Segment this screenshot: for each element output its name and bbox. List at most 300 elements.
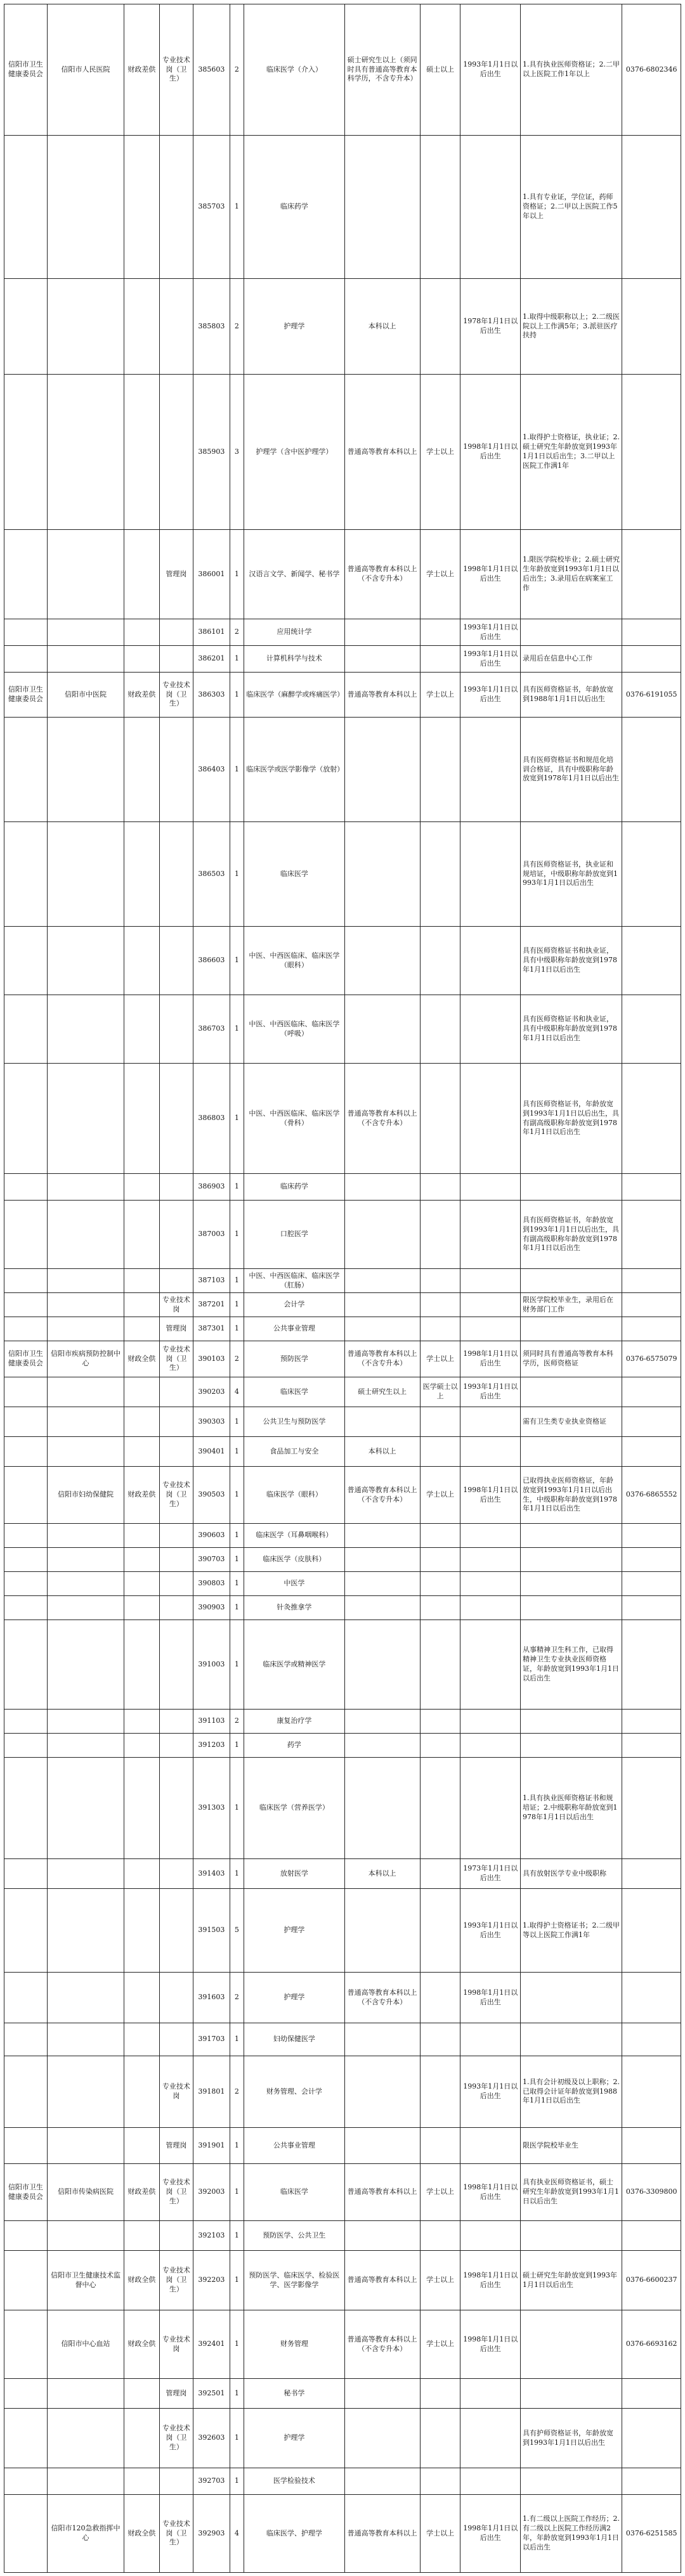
cell-degree [420,1293,460,1317]
cell-post-code: 391003 [193,1620,230,1710]
table-row [4,1269,681,1293]
table-row [4,673,681,718]
cell-count: 1 [230,822,244,927]
cell-post-type [159,1734,193,1758]
cell-degree [420,1758,460,1859]
cell-count: 2 [230,1710,244,1734]
cell-unit [47,1201,124,1269]
cell-other-conditions [521,619,622,646]
cell-age [460,718,521,822]
cell-post-type: 专业技术岗（卫生） [159,2409,193,2468]
cell-other-conditions: 录用后在信息中心工作 [521,646,622,673]
cell-unit: 信阳市120急救指挥中心 [47,2495,124,2573]
cell-other-conditions [521,2023,622,2056]
cell-phone [622,375,681,530]
cell-count: 1 [230,1572,244,1596]
cell-phone: 0376-6251585 [622,2495,681,2573]
cell-major: 临床医学或精神医学 [244,1620,344,1710]
cell-dept [4,2310,48,2379]
cell-major: 护理学 [244,2409,344,2468]
cell-dept [4,2056,48,2128]
cell-dept [4,2468,48,2495]
cell-dept [4,1758,48,1859]
cell-major: 医学检验技术 [244,2468,344,2495]
cell-age: 1998年1月1日以后出生 [460,375,521,530]
cell-post-type [159,1548,193,1572]
cell-major: 临床医学（皮肤科） [244,1548,344,1572]
cell-major: 药学 [244,1734,344,1758]
cell-other-conditions [521,2468,622,2495]
cell-dept [4,718,48,822]
cell-major: 临床医学、护理学 [244,2495,344,2573]
cell-major: 财务管理 [244,2310,344,2379]
cell-funding [124,2468,160,2495]
cell-dept [4,1377,48,1407]
cell-funding [124,1524,160,1548]
cell-post-type [159,1174,193,1201]
cell-count: 1 [230,1859,244,1889]
cell-funding [124,1064,160,1174]
cell-major: 口腔医学 [244,1201,344,1269]
cell-education [344,1889,420,1973]
cell-count: 1 [230,2310,244,2379]
cell-degree: 学士以上 [420,2164,460,2221]
cell-unit [47,1437,124,1467]
cell-funding [124,1548,160,1572]
cell-count: 1 [230,718,244,822]
cell-phone [622,1407,681,1437]
cell-education [344,2409,420,2468]
cell-major: 会计学 [244,1293,344,1317]
cell-education: 普通高等教育本科以上 [344,2164,420,2221]
cell-dept [4,1973,48,2023]
cell-other-conditions: 具有医师资格证书，年龄放宽到1993年1月1日以后出生，具有副高级职称年龄放宽到1978年1月1日以后出生 [521,1064,622,1174]
cell-other-conditions: 从事精神卫生科工作，已取得精神卫生专业执业医师资格证，年龄放宽到1993年1月1日以后出生 [521,1620,622,1710]
cell-major: 临床药学 [244,136,344,279]
cell-phone [622,1201,681,1269]
cell-age: 1993年1月1日以后出生 [460,2056,521,2128]
cell-count: 4 [230,2495,244,2573]
cell-education [344,136,420,279]
cell-dept [4,2379,48,2409]
cell-age [460,2023,521,2056]
cell-unit: 信阳市传染病医院 [47,2164,124,2221]
cell-degree [420,1201,460,1269]
cell-other-conditions: 需有卫生类专业执业资格证 [521,1407,622,1437]
cell-age: 1973年1月1日以后出生 [460,1859,521,1889]
cell-degree [420,279,460,375]
cell-post-code: 387103 [193,1269,230,1293]
cell-dept [4,2409,48,2468]
cell-post-type [159,2023,193,2056]
cell-post-type [159,136,193,279]
cell-major: 临床医学 [244,822,344,927]
cell-count: 1 [230,1317,244,1341]
cell-education [344,1758,420,1859]
cell-age [460,1758,521,1859]
cell-post-type [159,1524,193,1548]
cell-other-conditions [521,1710,622,1734]
cell-major: 公共事业管理 [244,2128,344,2164]
cell-count: 1 [230,646,244,673]
cell-unit [47,1710,124,1734]
cell-unit [47,2056,124,2128]
table-row [4,1407,681,1437]
cell-unit [47,2221,124,2251]
cell-major: 计算机科学与技术 [244,646,344,673]
cell-degree [420,2221,460,2251]
cell-education: 普通高等教育本科以上（不含专升本） [344,530,420,619]
cell-age [460,136,521,279]
cell-dept [4,2495,48,2573]
cell-education [344,1407,420,1437]
cell-degree [420,619,460,646]
cell-count: 1 [230,1596,244,1620]
cell-funding [124,1201,160,1269]
cell-unit [47,1317,124,1341]
cell-education [344,1524,420,1548]
cell-count: 4 [230,1377,244,1407]
cell-degree [420,1889,460,1973]
cell-education [344,1548,420,1572]
cell-post-code: 391203 [193,1734,230,1758]
cell-dept [4,2023,48,2056]
cell-other-conditions: 1.限医学院校毕业；2.硕士研究生年龄放宽到1993年1月1日以后出生；3.录用后在病案室工作 [521,530,622,619]
cell-age [460,1174,521,1201]
cell-phone: 0376-6802346 [622,4,681,136]
cell-phone [622,530,681,619]
cell-count: 2 [230,2056,244,2128]
cell-post-code: 390203 [193,1377,230,1407]
cell-post-code: 390803 [193,1572,230,1596]
cell-age [460,2128,521,2164]
cell-phone [622,2023,681,2056]
cell-count: 1 [230,1758,244,1859]
cell-age [460,822,521,927]
cell-degree [420,2128,460,2164]
cell-count: 1 [230,1548,244,1572]
recruitment-table [4,4,681,2573]
table-row [4,279,681,375]
cell-unit [47,1889,124,1973]
cell-phone [622,1710,681,1734]
cell-degree: 学士以上 [420,1467,460,1524]
cell-funding [124,1859,160,1889]
cell-dept [4,1407,48,1437]
cell-education: 普通高等教育本科以上（不含专升本） [344,1973,420,2023]
cell-phone [622,822,681,927]
cell-degree [420,1859,460,1889]
table-row [4,2128,681,2164]
table-row [4,2056,681,2128]
cell-count: 5 [230,1889,244,1973]
cell-age: 1998年1月1日以后出生 [460,530,521,619]
cell-post-code: 387201 [193,1293,230,1317]
cell-unit [47,1174,124,1201]
cell-post-code: 385903 [193,375,230,530]
cell-count: 1 [230,1734,244,1758]
cell-phone [622,1859,681,1889]
cell-funding: 财政差供 [124,1467,160,1524]
cell-unit: 信阳市妇幼保健院 [47,1467,124,1524]
cell-post-type [159,1407,193,1437]
table-row [4,1889,681,1973]
cell-age [460,927,521,995]
cell-funding [124,822,160,927]
cell-unit [47,1859,124,1889]
cell-funding [124,718,160,822]
cell-major: 临床药学 [244,1174,344,1201]
cell-count: 1 [230,1293,244,1317]
cell-degree [420,2379,460,2409]
cell-major: 妇幼保健医学 [244,2023,344,2056]
cell-count: 1 [230,136,244,279]
cell-post-code: 386803 [193,1064,230,1174]
table-row [4,718,681,822]
cell-age [460,1293,521,1317]
cell-phone [622,2468,681,2495]
cell-age: 1993年1月1日以后出生 [460,1889,521,1973]
cell-education [344,718,420,822]
cell-phone [622,1548,681,1572]
cell-dept [4,1437,48,1467]
cell-phone [622,1317,681,1341]
cell-degree: 学士以上 [420,1341,460,1377]
cell-age: 1998年1月1日以后出生 [460,2251,521,2310]
cell-degree [420,1710,460,1734]
cell-other-conditions: 硕士研究生年龄放宽到1993年1月1日以后出生 [521,2251,622,2310]
table-row [4,2164,681,2221]
cell-degree: 学士以上 [420,530,460,619]
cell-funding [124,1437,160,1467]
cell-phone [622,1620,681,1710]
cell-major: 针灸推拿学 [244,1596,344,1620]
cell-unit [47,1758,124,1859]
table-row [4,1064,681,1174]
cell-age [460,1201,521,1269]
cell-unit [47,619,124,646]
cell-dept [4,619,48,646]
cell-count: 1 [230,995,244,1064]
table-row [4,1710,681,1734]
cell-major: 食品加工与安全 [244,1437,344,1467]
cell-funding [124,1973,160,2023]
cell-unit: 信阳市中医院 [47,673,124,718]
cell-age [460,1572,521,1596]
cell-major: 放射医学 [244,1859,344,1889]
table-row [4,1437,681,1467]
cell-other-conditions: 限医学院校毕业生 [521,2128,622,2164]
cell-count: 1 [230,1064,244,1174]
cell-major: 护理学 [244,1973,344,2023]
cell-dept [4,822,48,927]
cell-post-code: 386703 [193,995,230,1064]
cell-major: 护理学 [244,1889,344,1973]
cell-post-code: 390401 [193,1437,230,1467]
cell-post-type [159,1859,193,1889]
cell-post-code: 390903 [193,1596,230,1620]
cell-degree [420,1596,460,1620]
cell-education [344,1572,420,1596]
cell-education: 普通高等教育本科以上（不含专升本） [344,1467,420,1524]
cell-major: 中医、中西医临床、临床医学（肛肠） [244,1269,344,1293]
cell-post-type: 专业技术岗（卫生） [159,4,193,136]
cell-age [460,2409,521,2468]
cell-post-type [159,1596,193,1620]
cell-degree: 学士以上 [420,673,460,718]
cell-count: 1 [230,1467,244,1524]
cell-education [344,1269,420,1293]
cell-dept [4,279,48,375]
cell-age [460,1596,521,1620]
cell-phone [622,279,681,375]
table-row [4,1377,681,1407]
cell-count: 1 [230,1201,244,1269]
cell-education [344,2128,420,2164]
cell-phone [622,1524,681,1548]
cell-funding [124,2379,160,2409]
table-row [4,1596,681,1620]
cell-dept [4,1293,48,1317]
cell-age [460,2379,521,2409]
cell-degree [420,1174,460,1201]
cell-phone [622,927,681,995]
cell-age [460,1317,521,1341]
cell-degree [420,1064,460,1174]
cell-unit [47,136,124,279]
cell-post-type: 专业技术岗（卫生） [159,673,193,718]
cell-major: 应用统计学 [244,619,344,646]
table-row [4,995,681,1064]
cell-age [460,1407,521,1437]
cell-other-conditions [521,2221,622,2251]
cell-education [344,1620,420,1710]
cell-education [344,1596,420,1620]
cell-post-code: 385603 [193,4,230,136]
cell-count: 1 [230,927,244,995]
cell-unit [47,1377,124,1407]
cell-age [460,1734,521,1758]
cell-funding [124,530,160,619]
cell-funding [124,1758,160,1859]
cell-major: 临床医学（眼科） [244,1467,344,1524]
cell-dept: 信阳市卫生健康委员会 [4,2164,48,2221]
cell-post-code: 386603 [193,927,230,995]
cell-unit [47,1548,124,1572]
cell-other-conditions [521,2310,622,2379]
table-row [4,1174,681,1201]
cell-dept [4,1620,48,1710]
cell-other-conditions [521,1973,622,2023]
cell-unit [47,1973,124,2023]
cell-phone [622,1293,681,1317]
cell-age: 1998年1月1日以后出生 [460,2164,521,2221]
cell-major: 护理学 [244,279,344,375]
cell-education [344,1293,420,1317]
cell-other-conditions: 1.具有专业证，学位证，药师资格证；2.二甲以上医院工作5年以上 [521,136,622,279]
cell-post-type: 专业技术岗（卫生） [159,2251,193,2310]
cell-post-type [159,1377,193,1407]
cell-post-code: 390503 [193,1467,230,1524]
cell-other-conditions: 具有护师资格证书，年龄放宽到1993年1月1日以后出生 [521,2409,622,2468]
cell-post-code: 385703 [193,136,230,279]
cell-education [344,1174,420,1201]
cell-education: 普通高等教育本科以上 [344,673,420,718]
cell-phone [622,2056,681,2128]
cell-post-type [159,995,193,1064]
cell-count: 1 [230,2251,244,2310]
cell-dept [4,136,48,279]
cell-funding: 财政全供 [124,1341,160,1377]
cell-age: 1993年1月1日以后出生 [460,619,521,646]
cell-other-conditions [521,1174,622,1201]
table-row [4,1317,681,1341]
cell-degree: 学士以上 [420,2251,460,2310]
cell-post-code: 391103 [193,1710,230,1734]
cell-funding [124,2128,160,2164]
table-row [4,2310,681,2379]
cell-degree [420,1407,460,1437]
cell-other-conditions [521,1269,622,1293]
table-row [4,2251,681,2310]
cell-other-conditions: 具有医师资格证书，执业证和规培证，中级职称年龄放宽到1993年1月1日以后出生 [521,822,622,927]
cell-phone [622,1437,681,1467]
cell-unit [47,1734,124,1758]
cell-other-conditions: 具有医师资格证书和执业证，具有中级职称年龄放宽到1978年1月1日以后出生 [521,927,622,995]
table-row [4,375,681,530]
cell-major: 临床医学（耳鼻咽喉科） [244,1524,344,1548]
cell-post-type [159,822,193,927]
cell-major: 中医学 [244,1572,344,1596]
cell-unit: 信阳市中心血站 [47,2310,124,2379]
cell-major: 预防医学 [244,1341,344,1377]
cell-education [344,927,420,995]
cell-post-code: 392401 [193,2310,230,2379]
cell-education: 普通高等教育本科以上（不含专升本） [344,1341,420,1377]
cell-count: 1 [230,1407,244,1437]
cell-phone [622,1596,681,1620]
cell-dept [4,1174,48,1201]
cell-dept: 信阳市卫生健康委员会 [4,4,48,136]
cell-age: 1993年1月1日以后出生 [460,673,521,718]
cell-count: 2 [230,1341,244,1377]
table-row [4,619,681,646]
cell-dept: 信阳市卫生健康委员会 [4,1341,48,1377]
cell-funding [124,1317,160,1341]
cell-post-type: 管理岗 [159,1317,193,1341]
cell-post-type: 管理岗 [159,2379,193,2409]
cell-phone [622,1572,681,1596]
table-row [4,1859,681,1889]
cell-degree [420,995,460,1064]
cell-funding [124,619,160,646]
cell-major: 临床医学（营养医学） [244,1758,344,1859]
cell-unit [47,1620,124,1710]
cell-phone: 0376-6600237 [622,2251,681,2310]
cell-post-code: 386303 [193,673,230,718]
cell-funding: 财政全供 [124,2251,160,2310]
cell-funding: 财政差供 [124,2164,160,2221]
cell-post-code: 390303 [193,1407,230,1437]
cell-dept [4,995,48,1064]
cell-major: 临床医学（介入） [244,4,344,136]
cell-phone [622,136,681,279]
cell-major: 临床医学 [244,1377,344,1407]
cell-other-conditions: 已取得执业医师资格证，年龄放宽到1993年1月1日以后出生，中级职称年龄放宽到1978年1月1日以后出生 [521,1467,622,1524]
cell-major: 汉语言文学、新闻学、秘书学 [244,530,344,619]
cell-post-type: 专业技术岗（卫生） [159,1467,193,1524]
cell-age [460,1620,521,1710]
